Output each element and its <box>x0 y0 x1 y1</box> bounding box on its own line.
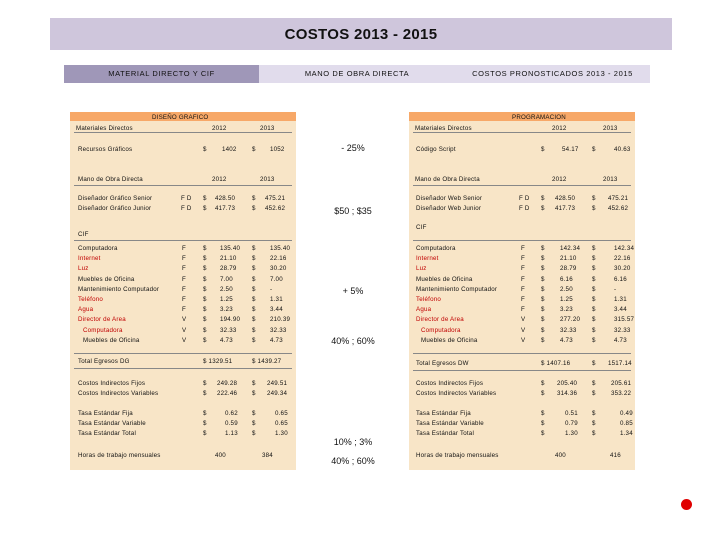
right-cif-row-2013: 4.73 <box>614 336 627 344</box>
left-divider-5 <box>74 368 292 369</box>
right-tasa-var-currency-2012: $ <box>541 420 545 427</box>
left-cif-row-currency-2013: $ <box>252 285 256 293</box>
right-variables-2013: 353.22 <box>611 390 632 397</box>
middle-pct-materiales: - 25% <box>341 143 365 153</box>
right-tasa-total-2012: 1.30 <box>565 430 578 437</box>
right-cif-row-currency-2013: $ <box>592 265 596 273</box>
right-cif-row-2013: 32.33 <box>614 326 631 334</box>
right-cif-row-2012: 1.25 <box>560 296 573 303</box>
right-tasa-total-2013: 1.34 <box>620 430 633 437</box>
right-fijos-currency-2012: $ <box>541 380 545 387</box>
left-recursos-label: Recursos Gráficos <box>78 146 133 153</box>
left-variables-2012: 222.46 <box>217 390 238 397</box>
right-cif-row-name: Teléfono <box>416 296 441 303</box>
tab-mano-de-obra[interactable] <box>259 65 455 83</box>
left-divider-4 <box>74 353 292 354</box>
right-cif-row-currency-2012: $ <box>541 265 545 273</box>
right-cif-row-2012: 28.79 <box>560 265 577 273</box>
left-year-2012: 2012 <box>212 125 227 132</box>
right-fijos-2012: 205.40 <box>557 380 578 387</box>
right-cif-row-2013: 6.16 <box>614 275 627 283</box>
left-divider-1 <box>74 132 292 133</box>
right-junior-fd: F D <box>519 205 530 212</box>
right-divider-3 <box>413 240 631 241</box>
left-divider-3 <box>74 240 292 241</box>
left-junior-currency-2013: $ <box>252 205 256 212</box>
right-cif-row-currency-2013: $ <box>592 326 596 334</box>
right-senior-currency-2012: $ <box>541 195 545 202</box>
right-senior-label: Diseñador Web Senior <box>416 195 483 202</box>
left-tasa-fija-currency-2013: $ <box>252 410 256 417</box>
right-cif-row-2013: 3.44 <box>614 306 627 314</box>
left-cif-row-2012: 3.23 <box>220 306 233 314</box>
right-cif-row-currency-2012: $ <box>541 326 545 334</box>
right-senior-currency-2013: $ <box>592 195 596 202</box>
left-mano-2013: 2013 <box>260 176 275 183</box>
left-cif-row-currency-2013: $ <box>252 275 256 283</box>
left-tasa-total-label: Tasa Estándar Total <box>78 430 137 437</box>
right-tasa-total-currency-2013: $ <box>592 430 596 437</box>
right-horas-label: Horas de trabajo mensuales <box>416 452 499 459</box>
right-cif-row-name: Agua <box>416 306 432 314</box>
left-total-2013: $ 1439.27 <box>252 358 282 365</box>
right-cif-row-currency-2012: $ <box>541 275 545 283</box>
left-senior-2012: 428.50 <box>215 195 236 202</box>
left-cif-row-name: Teléfono <box>78 296 103 303</box>
right-cif-row-2012: 32.33 <box>560 326 577 334</box>
right-cif-row-2012: 21.10 <box>560 255 577 263</box>
right-total-2013: 1517.14 <box>608 360 632 367</box>
left-senior-currency-2012: $ <box>203 195 207 202</box>
left-tasa-var-2012: 0.59 <box>225 420 238 427</box>
middle-pct-cif: + 5% <box>342 286 364 296</box>
middle-pct-tasas: 10% ; 3% <box>333 437 373 447</box>
left-cif-row-currency-2012: $ <box>203 296 207 303</box>
left-divider-2 <box>74 185 292 186</box>
right-horas-2012: 400 <box>555 452 566 459</box>
left-fijos-currency-2013: $ <box>252 380 256 387</box>
right-cif-row-currency-2012: $ <box>541 306 545 314</box>
right-junior-2013: 452.62 <box>608 205 629 212</box>
right-divider-4 <box>413 353 631 354</box>
right-junior-2012: 417.73 <box>555 205 576 212</box>
right-total-label: Total Egresos DW <box>416 360 469 367</box>
left-recursos-2013: 1052 <box>270 146 285 153</box>
left-total-label: Total Egresos DG <box>78 358 130 365</box>
right-variables-2012: 314.36 <box>557 390 578 397</box>
left-cif-row-currency-2013: $ <box>252 255 256 263</box>
right-cif-row-type: F <box>521 265 525 273</box>
left-junior-2012: 417.73 <box>215 205 236 212</box>
left-cif-row-2012: 4.73 <box>220 336 233 344</box>
right-cif-row-currency-2013: $ <box>592 336 596 344</box>
right-tasa-var-2012: 0.79 <box>565 420 578 427</box>
left-cif-row-2012: 1.25 <box>220 296 233 303</box>
right-cif-row-type: F <box>521 275 525 283</box>
left-fijos-2012: 249.28 <box>217 380 238 387</box>
right-senior-2013: 475.21 <box>608 195 629 202</box>
left-cif-row-currency-2012: $ <box>203 265 207 273</box>
right-cif-row-currency-2013: $ <box>592 316 596 324</box>
left-cif-row-2013: 4.73 <box>270 336 283 344</box>
left-cif-row-2013: 3.44 <box>270 306 283 314</box>
left-horas-label: Horas de trabajo mensuales <box>78 452 161 459</box>
left-cif-row-type: V <box>182 316 187 324</box>
left-horas-2013: 384 <box>262 452 273 459</box>
left-recursos-currency-2013: $ <box>252 146 256 153</box>
middle-pct-mano-obra: $50 ; $35 <box>334 206 372 216</box>
left-cif-row-2013: 30.20 <box>270 265 287 273</box>
right-mano-label: Mano de Obra Directa <box>415 176 480 183</box>
right-tasa-fija-currency-2013: $ <box>592 410 596 417</box>
left-tasa-total-2013: 1.30 <box>275 430 288 437</box>
left-tasa-var-currency-2013: $ <box>252 420 256 427</box>
left-cif-row-type: V <box>182 326 187 334</box>
left-cif-row-2012: 2.50 <box>220 285 233 293</box>
left-cif-row-2012: 32.33 <box>220 326 237 334</box>
right-header-label: PROGRAMACION <box>512 114 566 121</box>
left-tasa-fija-label: Tasa Estándar Fija <box>78 410 133 417</box>
left-cif-row-currency-2012: $ <box>203 275 207 283</box>
left-cif-row-currency-2012: $ <box>203 316 207 324</box>
right-recursos-2012: 54.17 <box>562 146 579 153</box>
right-divider-1 <box>413 132 631 133</box>
tab-material-directo[interactable] <box>64 65 259 83</box>
right-cif-label: CIF <box>416 224 427 231</box>
tab-material-directo-label: MATERIAL DIRECTO Y CIF <box>108 69 215 78</box>
right-variables-currency-2012: $ <box>541 390 545 397</box>
left-cif-row-currency-2013: $ <box>252 336 256 344</box>
left-cif-row-name: Muebles de Oficina <box>78 275 135 283</box>
left-cif-row-2012: 135.40 <box>220 245 241 252</box>
right-recursos-label: Código Script <box>416 146 456 153</box>
middle-pct-horas: 40% ; 60% <box>331 456 375 466</box>
right-cif-row-type: V <box>521 326 526 334</box>
right-cif-row-2012: 4.73 <box>560 336 573 344</box>
right-cif-row-name: Mantenimiento Computador <box>416 285 498 293</box>
left-cif-row-2013: 210.39 <box>270 316 291 324</box>
right-total-2012: $ 1407.16 <box>541 360 571 367</box>
right-cif-row-2013: 1.31 <box>614 296 627 303</box>
right-fijos-label: Costos Indirectos Fijos <box>416 380 484 387</box>
right-year-2012: 2012 <box>552 125 567 132</box>
right-cif-row-type: F <box>521 306 525 314</box>
right-total-currency-2013: $ <box>592 360 596 367</box>
right-tasa-fija-currency-2012: $ <box>541 410 545 417</box>
left-cif-row-currency-2012: $ <box>203 306 207 314</box>
left-cif-row-2013: - <box>270 285 273 293</box>
left-tasa-total-currency-2012: $ <box>203 430 207 437</box>
middle-pct-variables: 40% ; 60% <box>331 336 375 346</box>
left-tasa-var-label: Tasa Estándar Variable <box>78 420 146 427</box>
left-variables-currency-2012: $ <box>203 390 207 397</box>
right-tasa-fija-2013: 0.49 <box>620 410 633 417</box>
left-cif-row-2012: 7.00 <box>220 275 233 283</box>
right-cif-row-type: F <box>521 245 525 252</box>
left-cif-row-currency-2013: $ <box>252 296 256 303</box>
right-cif-row-2012: 277.20 <box>560 316 581 324</box>
right-cif-row-currency-2012: $ <box>541 316 545 324</box>
right-cif-row-name: Luz <box>416 265 427 273</box>
left-variables-2013: 249.34 <box>267 390 288 397</box>
left-cif-row-type: F <box>182 245 186 252</box>
right-cif-row-2013: 30.20 <box>614 265 631 273</box>
right-recursos-currency-2012: $ <box>541 146 545 153</box>
right-fijos-currency-2013: $ <box>592 380 596 387</box>
left-cif-row-name: Computadora <box>83 326 123 334</box>
right-cif-row-name: Director de Area <box>416 316 464 324</box>
right-mano-2013: 2013 <box>603 176 618 183</box>
right-cif-row-2013: 315.57 <box>614 316 635 324</box>
page-title: COSTOS 2013 - 2015 <box>284 26 438 43</box>
left-cif-row-name: Agua <box>78 306 94 314</box>
right-cif-row-currency-2013: $ <box>592 296 596 303</box>
left-cif-row-type: F <box>182 296 186 303</box>
left-cif-row-type: F <box>182 275 186 283</box>
right-year-2013: 2013 <box>603 125 618 132</box>
right-cif-row-name: Computadora <box>421 326 461 334</box>
left-cif-label: CIF <box>78 231 89 238</box>
right-junior-label: Diseñador Web Junior <box>416 205 482 212</box>
left-fijos-currency-2012: $ <box>203 380 207 387</box>
left-recursos-currency-2012: $ <box>203 146 207 153</box>
left-cif-row-currency-2013: $ <box>252 265 256 273</box>
left-year-2013: 2013 <box>260 125 275 132</box>
right-cif-row-2012: 142.34 <box>560 245 581 252</box>
right-junior-currency-2013: $ <box>592 205 596 212</box>
left-cif-row-currency-2013: $ <box>252 306 256 314</box>
right-cif-row-currency-2012: $ <box>541 245 545 252</box>
right-cif-row-name: Muebles de Oficina <box>416 275 473 283</box>
left-senior-2013: 475.21 <box>265 195 286 202</box>
left-total-2012: $ 1329.51 <box>203 358 233 365</box>
left-cif-row-currency-2012: $ <box>203 245 207 252</box>
left-cif-row-name: Luz <box>78 265 89 273</box>
left-senior-label: Diseñador Gráfico Senior <box>78 195 153 202</box>
left-cif-row-name: Director de Area <box>78 316 126 324</box>
right-cif-row-name: Computadora <box>416 245 456 252</box>
right-senior-2012: 428.50 <box>555 195 576 202</box>
right-cif-row-currency-2012: $ <box>541 255 545 263</box>
right-tasa-total-label: Tasa Estándar Total <box>416 430 475 437</box>
right-tasa-fija-2012: 0.51 <box>565 410 578 417</box>
right-recursos-currency-2013: $ <box>592 146 596 153</box>
right-recursos-2013: 40.63 <box>614 146 631 153</box>
tab-costos-pronosticados-label: COSTOS PRONOSTICADOS 2013 - 2015 <box>472 69 633 78</box>
right-cif-row-name: Muebles de Oficina <box>421 336 478 344</box>
left-cif-row-currency-2013: $ <box>252 316 256 324</box>
right-tasa-var-currency-2013: $ <box>592 420 596 427</box>
right-cif-row-2012: 6.16 <box>560 275 573 283</box>
left-cif-row-currency-2012: $ <box>203 336 207 344</box>
left-cif-row-name: Internet <box>78 255 101 263</box>
right-cif-row-currency-2013: $ <box>592 275 596 283</box>
right-cif-row-currency-2013: $ <box>592 255 596 263</box>
right-mano-2012: 2012 <box>552 176 567 183</box>
left-variables-label: Costos Indirectos Variables <box>78 390 159 397</box>
right-cif-row-2012: 3.23 <box>560 306 573 314</box>
left-cif-row-2012: 194.90 <box>220 316 241 324</box>
left-cif-row-currency-2012: $ <box>203 326 207 334</box>
left-variables-currency-2013: $ <box>252 390 256 397</box>
left-cif-row-2013: 7.00 <box>270 275 283 283</box>
right-cif-row-type: F <box>521 296 525 303</box>
left-fijos-2013: 249.51 <box>267 380 288 387</box>
right-cif-row-type: V <box>521 336 526 344</box>
right-cif-row-currency-2013: $ <box>592 306 596 314</box>
right-cif-row-currency-2012: $ <box>541 296 545 303</box>
left-tasa-total-currency-2013: $ <box>252 430 256 437</box>
right-cif-row-name: Internet <box>416 255 439 263</box>
right-cif-row-currency-2012: $ <box>541 336 545 344</box>
left-recursos-2012: 1402 <box>222 146 237 153</box>
title-bar <box>50 18 672 50</box>
left-junior-2013: 452.62 <box>265 205 286 212</box>
left-tasa-fija-2013: 0.65 <box>275 410 288 417</box>
right-cif-row-currency-2013: $ <box>592 285 596 293</box>
red-dot-marker <box>681 499 692 510</box>
left-tasa-var-2013: 0.65 <box>275 420 288 427</box>
left-cif-row-name: Mantenimiento Computador <box>78 285 160 293</box>
left-cif-row-type: F <box>182 265 186 273</box>
left-junior-label: Diseñador Gráfico Junior <box>78 205 152 212</box>
right-senior-fd: F D <box>519 195 530 202</box>
right-cif-row-2013: 22.16 <box>614 255 631 263</box>
left-cif-row-currency-2012: $ <box>203 255 207 263</box>
left-cif-row-type: F <box>182 306 186 314</box>
left-fijos-label: Costos Indirectos Fijos <box>78 380 146 387</box>
left-tasa-fija-currency-2012: $ <box>203 410 207 417</box>
left-cif-row-2013: 22.16 <box>270 255 287 263</box>
left-tasa-total-2012: 1.13 <box>225 430 238 437</box>
right-cif-row-type: F <box>521 255 525 263</box>
tab-mano-de-obra-label: MANO DE OBRA DIRECTA <box>304 69 410 78</box>
right-tasa-var-label: Tasa Estándar Variable <box>416 420 484 427</box>
left-junior-currency-2012: $ <box>203 205 207 212</box>
left-junior-fd: F D <box>181 205 192 212</box>
right-materiales-label: Materiales Directos <box>415 125 472 132</box>
left-cif-row-type: F <box>182 255 186 263</box>
left-materiales-label: Materiales Directos <box>76 125 133 132</box>
left-tasa-fija-2012: 0.62 <box>225 410 238 417</box>
right-horas-2013: 416 <box>610 452 621 459</box>
tab-costos-pronosticados[interactable] <box>455 65 650 83</box>
left-cif-row-currency-2013: $ <box>252 326 256 334</box>
left-cif-row-2012: 28.79 <box>220 265 237 273</box>
right-cif-row-2012: 2.50 <box>560 285 573 293</box>
right-cif-row-currency-2013: $ <box>592 245 596 252</box>
left-cif-row-type: V <box>182 336 187 344</box>
left-cif-row-2013: 135.40 <box>270 245 291 252</box>
left-mano-2012: 2012 <box>212 176 227 183</box>
left-tasa-var-currency-2012: $ <box>203 420 207 427</box>
left-cif-row-type: F <box>182 285 186 293</box>
right-tasa-total-currency-2012: $ <box>541 430 545 437</box>
right-cif-row-2013: - <box>614 285 617 293</box>
left-cif-row-currency-2012: $ <box>203 285 207 293</box>
left-cif-row-2012: 21.10 <box>220 255 237 263</box>
right-junior-currency-2012: $ <box>541 205 545 212</box>
right-variables-currency-2013: $ <box>592 390 596 397</box>
right-cif-row-2013: 142.34 <box>614 245 635 252</box>
left-cif-row-currency-2013: $ <box>252 245 256 252</box>
right-divider-5 <box>413 370 631 371</box>
right-variables-label: Costos Indirectos Variables <box>416 390 497 397</box>
left-header-label: DISEÑO GRAFICO <box>152 114 209 121</box>
left-senior-fd: F D <box>181 195 192 202</box>
left-senior-currency-2013: $ <box>252 195 256 202</box>
right-tasa-fija-label: Tasa Estándar Fija <box>416 410 471 417</box>
right-cif-row-currency-2012: $ <box>541 285 545 293</box>
left-horas-2012: 400 <box>215 452 226 459</box>
left-cif-row-2013: 1.31 <box>270 296 283 303</box>
left-mano-label: Mano de Obra Directa <box>78 176 143 183</box>
left-cif-row-name: Computadora <box>78 245 118 252</box>
left-cif-row-2013: 32.33 <box>270 326 287 334</box>
right-cif-row-type: F <box>521 285 525 293</box>
right-fijos-2013: 205.61 <box>611 380 632 387</box>
right-cif-row-type: V <box>521 316 526 324</box>
right-divider-2 <box>413 185 631 186</box>
left-cif-row-name: Muebles de Oficina <box>83 336 140 344</box>
right-tasa-var-2013: 0.85 <box>620 420 633 427</box>
